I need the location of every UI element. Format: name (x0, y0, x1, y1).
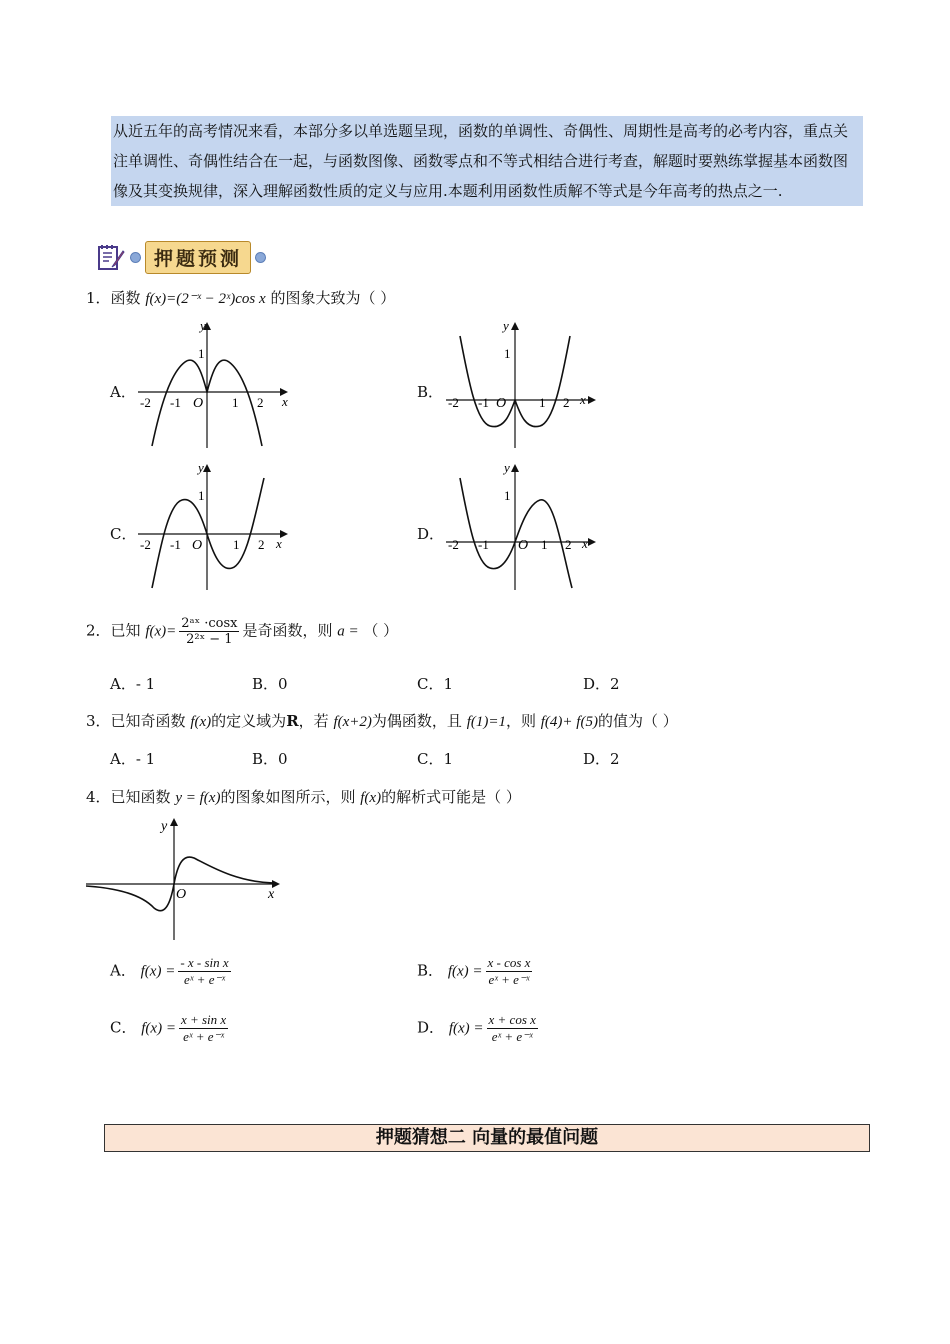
q1-graph-b (438, 318, 598, 450)
q4-number: 4． (86, 788, 111, 806)
q2-fraction (179, 616, 239, 647)
axis-x-label: x (580, 392, 586, 407)
q3-t6: 的值为（ ） (597, 712, 678, 730)
q1-option-c-label: C． (110, 525, 137, 543)
axis-x-label: x (276, 536, 282, 551)
tick-neg2: -2 (448, 537, 459, 552)
q4-option-b (417, 955, 535, 988)
tick-neg1: -1 (478, 395, 489, 410)
question-3 (86, 710, 678, 731)
question-2 (86, 616, 398, 647)
q4-option-a (110, 955, 234, 988)
q1-graph-a (130, 318, 290, 450)
question-4 (86, 786, 521, 807)
axis-y-label: y (503, 318, 509, 333)
q4-t3: 的解析式可能是（ ） (381, 788, 521, 806)
q4-option-d-lhs: f(x) = (448, 1020, 484, 1037)
q4-t2: 的图象如图所示，则 (220, 788, 356, 806)
prediction-banner (96, 240, 270, 274)
q2-denominator: 2²ˣ − 1 (186, 632, 233, 647)
tick-pos2: 2 (565, 537, 572, 552)
q4-option-a-fraction (178, 955, 230, 988)
q3-t4: 为偶函数，且 (371, 712, 462, 730)
axis-x-label: x (268, 887, 275, 902)
tick-y-1: 1 (198, 346, 205, 361)
q4-option-b-den: eˣ + e⁻ˣ (488, 972, 530, 987)
tick-neg2: -2 (140, 537, 151, 552)
tick-pos1: 1 (233, 537, 240, 552)
q2-mid: 是奇函数，则 (242, 621, 333, 640)
q3-f1: f(x) (190, 714, 212, 730)
q4-option-a-label: A． (110, 961, 136, 980)
q4-option-d-label: D． (417, 1018, 445, 1037)
tick-neg1: -1 (170, 537, 181, 552)
q1-option-a-label: A． (110, 383, 136, 401)
axis-y-label: y (161, 819, 168, 834)
q3-option-d: D．2 (583, 750, 620, 768)
banner-dot-left (130, 252, 141, 263)
tick-pos2: 2 (258, 537, 265, 552)
q4-option-c-den: eˣ + e⁻ˣ (183, 1029, 225, 1044)
q2-option-c: C．1 (417, 675, 454, 693)
axis-x-label: x (582, 536, 588, 551)
tick-pos1: 1 (541, 537, 548, 552)
q3-option-a: A．- 1 (110, 750, 156, 768)
q4-option-c-label: C． (110, 1018, 137, 1037)
q2-pre: 已知 (110, 621, 141, 640)
banner-title: 押题预测 (145, 241, 251, 274)
q4-option-b-num: x - cos x (487, 955, 531, 970)
tick-neg2: -2 (448, 395, 459, 410)
q2-option-a: A．- 1 (110, 675, 156, 693)
q3-number: 3． (86, 712, 111, 730)
intro-paragraph: 从近五年的高考情况来看，本部分多以单选题呈现，函数的单调性、奇偶性、周期性是高考的必考内容，重点关注单调性、奇偶性结合在一起，与函数图像、函数零点和不等式相结合进行考查，解题时要熟练掌握基本函数图像及其变换规律，深入理解函数性质的定义与应用.本题利用函数性质解不等式是今年高考的热点之一. (111, 116, 863, 206)
q4-option-c-num: x + sin x (180, 1012, 227, 1027)
banner-dot-right (255, 252, 266, 263)
q2-var: a = (337, 623, 359, 640)
tick-y-1: 1 (198, 488, 205, 503)
axis-y-label: y (198, 460, 204, 475)
q4-t1: 已知函数 (110, 788, 171, 806)
q1-post: 的图象大致为（ ） (270, 289, 396, 307)
q3-f2: f(x+2) (333, 714, 372, 730)
q2-post: （ ） (363, 621, 399, 640)
q4-f1: y = f(x) (175, 790, 221, 806)
tick-neg2: -2 (140, 395, 151, 410)
axis-y-label: y (200, 318, 206, 333)
axis-y-label: y (504, 460, 510, 475)
origin-label: O (176, 887, 187, 902)
tick-y-1: 1 (504, 488, 511, 503)
q2-numerator: 2ᵃˣ ·cosx (181, 616, 238, 631)
q1-number: 1． (86, 289, 111, 307)
q4-option-b-label: B． (417, 961, 444, 980)
origin-label: O (496, 396, 507, 411)
q4-option-a-den: eˣ + e⁻ˣ (183, 972, 225, 987)
tick-pos1: 1 (539, 395, 546, 410)
q1-formula: f(x)=(2⁻ˣ − 2ˣ)cos x (145, 291, 266, 307)
tick-y-1: 1 (504, 346, 511, 361)
notepad-pencil-icon (96, 242, 126, 272)
q4-option-b-fraction (486, 955, 533, 988)
question-1 (86, 287, 395, 308)
q3-option-b: B．0 (252, 750, 288, 768)
tick-pos1: 1 (232, 395, 239, 410)
q4-option-a-lhs: f(x) = (140, 963, 176, 980)
q3-f3: f(1)=1 (466, 714, 506, 730)
q1-pre: 函数 (110, 289, 141, 307)
tick-pos2: 2 (563, 395, 570, 410)
q3-f4: f(4)+ f(5) (540, 714, 598, 730)
q4-option-d-num: x + cos x (488, 1012, 536, 1027)
q4-option-b-lhs: f(x) = (447, 963, 483, 980)
q2-lhs: f(x)= (145, 623, 177, 640)
tick-pos2: 2 (257, 395, 264, 410)
q4-graph (86, 816, 286, 942)
q1-option-d-label: D． (417, 525, 445, 543)
q3-t5: ，则 (505, 712, 536, 730)
q3-option-c: C．1 (417, 750, 454, 768)
q4-f2: f(x) (360, 790, 382, 806)
q1-option-b-label: B． (417, 383, 444, 401)
q3-R: R (286, 712, 299, 730)
q4-option-c-lhs: f(x) = (141, 1020, 176, 1037)
origin-label: O (193, 396, 204, 411)
axis-x-label: x (282, 394, 288, 409)
origin-label: O (518, 538, 529, 553)
q4-option-c-fraction (179, 1012, 228, 1045)
origin-label: O (192, 538, 203, 553)
q4-option-a-num: - x - sin x (180, 955, 229, 970)
q1-graph-d (438, 460, 598, 592)
q4-option-d-fraction (487, 1012, 538, 1045)
q4-option-c (110, 1012, 231, 1045)
q2-option-b: B．0 (252, 675, 288, 693)
tick-neg1: -1 (170, 395, 181, 410)
q4-option-d-den: eˣ + e⁻ˣ (491, 1029, 533, 1044)
q3-t2: 的定义域为 (211, 712, 287, 730)
q4-option-d (417, 1012, 541, 1045)
section-title: 押题猜想二 向量的最值问题 (104, 1124, 870, 1152)
q2-option-d: D．2 (583, 675, 620, 693)
tick-neg1: -1 (478, 537, 489, 552)
q2-number: 2． (86, 621, 111, 640)
q3-t1: 已知奇函数 (110, 712, 186, 730)
q3-t3: ，若 (298, 712, 329, 730)
q1-graph-c (130, 460, 290, 592)
